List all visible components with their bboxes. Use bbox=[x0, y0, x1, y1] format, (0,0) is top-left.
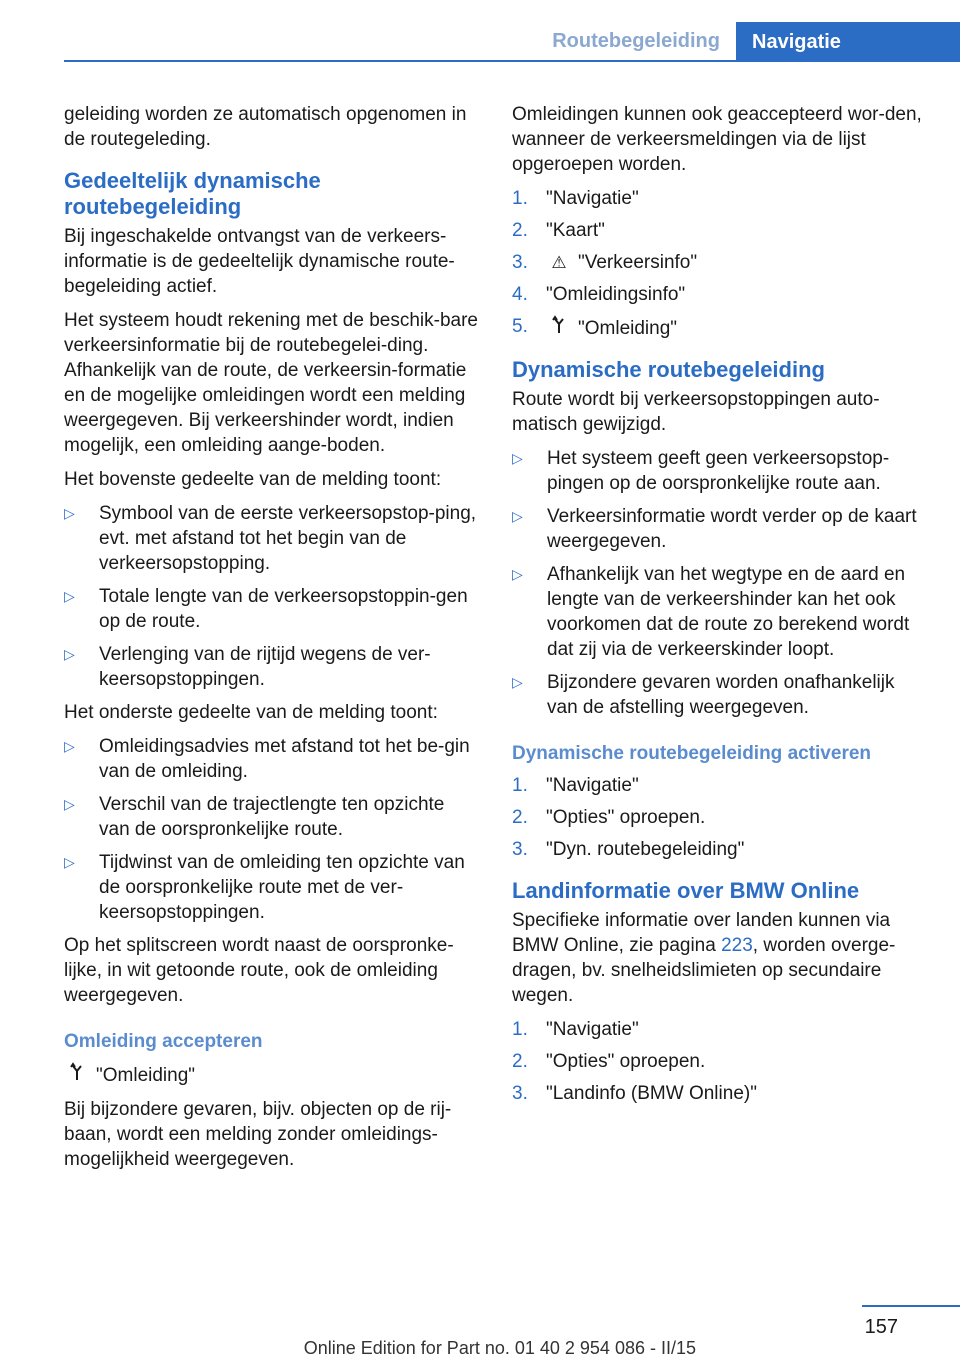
heading-partial-dynamic: Gedeeltelijk dynamische routebegeleiding bbox=[64, 168, 321, 219]
triangle-bullet-icon: ▷ bbox=[512, 674, 523, 690]
heading-dynamic-routing: Dynamische routebegeleiding bbox=[512, 357, 825, 382]
paragraph: Het systeem houdt rekening met de beschik-bare verkeersinformatie bij de routebegelei-ding. Afhankelijk van de route, de verkeersin-formatie en de mogelijke omleidingen wordt een melding weergegeven. Bij verkeershinder wordt, indien mogelijk, een omleiding aange-boden. bbox=[64, 310, 478, 456]
steps-landinfo bbox=[512, 1017, 928, 1106]
paragraph: Omleidingen kunnen ook geaccepteerd wor-den, wanneer de verkeersmeldingen via de lijst opgeroepen worden. bbox=[512, 104, 922, 175]
list-item: ▷ Verlenging van de rijtijd wegens de ver-keersopstoppingen. bbox=[64, 644, 431, 690]
accept-detour-step: "Omleiding" bbox=[64, 1061, 480, 1088]
paragraph: geleiding worden ze automatisch opgenomen in de routegeleding. bbox=[64, 104, 467, 150]
list-item: ▷ Tijdwinst van de omleiding ten opzichte van de oorspronkelijke route met de ver-keersopstoppingen. bbox=[64, 852, 465, 923]
list-item: ▷ Omleidingsadvies met afstand tot het be-gin van de omleiding. bbox=[64, 736, 470, 782]
heading-activate-dynamic: Dynamische routebegeleiding activeren bbox=[512, 743, 872, 764]
triangle-bullet-icon: ▷ bbox=[64, 588, 75, 604]
paragraph: Het onderste gedeelte van de melding toont: bbox=[64, 702, 438, 723]
list-item: ▷ Verschil van de trajectlengte ten opzichte van de oorspronkelijke route. bbox=[64, 794, 445, 840]
list-item: 3. ⚠ "Verkeersinfo" bbox=[512, 252, 698, 273]
list-item: 1. "Navigatie" bbox=[512, 775, 639, 796]
detour-icon bbox=[546, 314, 572, 341]
triangle-bullet-icon: ▷ bbox=[64, 646, 75, 662]
paragraph: Bij ingeschakelde ontvangst van de verkeers-informatie is de gedeeltelijk dynamische route-begeleiding actief. bbox=[64, 226, 455, 297]
heading-landinfo: Landinformatie over BMW Online bbox=[512, 878, 860, 903]
page-reference-link[interactable]: 223 bbox=[721, 935, 753, 956]
paragraph: Het bovenste gedeelte van de melding toont: bbox=[64, 469, 442, 490]
triangle-bullet-icon: ▷ bbox=[512, 450, 523, 466]
list-item: 3. "Dyn. routebegeleiding" bbox=[512, 839, 745, 860]
bullet-list-dynamic bbox=[512, 446, 928, 720]
footer-rule bbox=[862, 1305, 960, 1307]
left-column bbox=[64, 102, 480, 1181]
paragraph: Op het splitscreen wordt naast de oorspronke-lijke, in wit getoonde route, ook de omleiding weergegeven. bbox=[64, 935, 454, 1006]
triangle-bullet-icon: ▷ bbox=[512, 566, 523, 582]
triangle-bullet-icon: ▷ bbox=[512, 508, 523, 524]
paragraph: Specifieke informatie over landen kunnen via BMW Online, zie pagina 223, worden overge-dragen, bv. snelheidslimieten op secundaire wegen. bbox=[512, 910, 896, 1006]
list-item: 2. "Opties" oproepen. bbox=[512, 1051, 706, 1072]
triangle-bullet-icon: ▷ bbox=[64, 796, 75, 812]
detour-icon bbox=[64, 1061, 90, 1088]
page-header bbox=[0, 0, 960, 62]
list-item: ▷ Symbool van de eerste verkeersopstop-ping, evt. met afstand tot het begin van de verkeersopstopping. bbox=[64, 503, 477, 574]
heading-accept-detour: Omleiding accepteren bbox=[64, 1031, 263, 1052]
page-number: 157 bbox=[864, 1316, 898, 1338]
list-item: 3. "Landinfo (BMW Online)" bbox=[512, 1083, 757, 1104]
triangle-bullet-icon: ▷ bbox=[64, 738, 75, 754]
paragraph: Route wordt bij verkeersopstoppingen auto-matisch gewijzigd. bbox=[512, 389, 880, 435]
bullet-list-top bbox=[64, 501, 480, 692]
warning-icon: ⚠ bbox=[551, 253, 567, 272]
list-item: ▷ Het systeem geeft geen verkeersopstop-pingen op de oorspronkelijke route aan. bbox=[512, 448, 890, 494]
header-chapter-tab: Navigatie bbox=[736, 22, 960, 62]
header-section-title: Routebegeleiding bbox=[552, 30, 720, 52]
steps-accept-via-list bbox=[512, 186, 928, 341]
header-rule bbox=[64, 60, 960, 62]
list-item: 1. "Navigatie" bbox=[512, 188, 639, 209]
list-item: 1. "Navigatie" bbox=[512, 1019, 639, 1040]
bullet-list-bottom bbox=[64, 734, 480, 925]
list-item: 4. "Omleidingsinfo" bbox=[512, 284, 686, 305]
edition-note: Online Edition for Part no. 01 40 2 954 086 - II/15 bbox=[303, 1338, 696, 1358]
list-item: 2. "Kaart" bbox=[512, 220, 605, 241]
triangle-bullet-icon: ▷ bbox=[64, 854, 75, 870]
list-item: ▷ Afhankelijk van het wegtype en de aard en lengte van de verkeershinder kan het ook voorkomen dat de route zo berekend wordt dat zij via de verkeerskinder loopt. bbox=[512, 564, 910, 660]
paragraph: Bij bijzondere gevaren, bijv. objecten op de rij-baan, wordt een melding zonder omleidings-mogelijkheid weergegeven. bbox=[64, 1099, 452, 1170]
steps-activate bbox=[512, 773, 928, 862]
right-column bbox=[512, 102, 928, 1118]
list-item: ▷ Verkeersinformatie wordt verder op de kaart weergegeven. bbox=[512, 506, 917, 552]
list-item: ▷ Bijzondere gevaren worden onafhankelijk van de afstelling weergegeven. bbox=[512, 672, 895, 718]
triangle-bullet-icon: ▷ bbox=[64, 505, 75, 521]
list-item: ▷ Totale lengte van de verkeersopstoppin-gen op de route. bbox=[64, 586, 468, 632]
list-item: 2. "Opties" oproepen. bbox=[512, 807, 706, 828]
list-item: 5. "Omleiding" bbox=[512, 316, 678, 339]
